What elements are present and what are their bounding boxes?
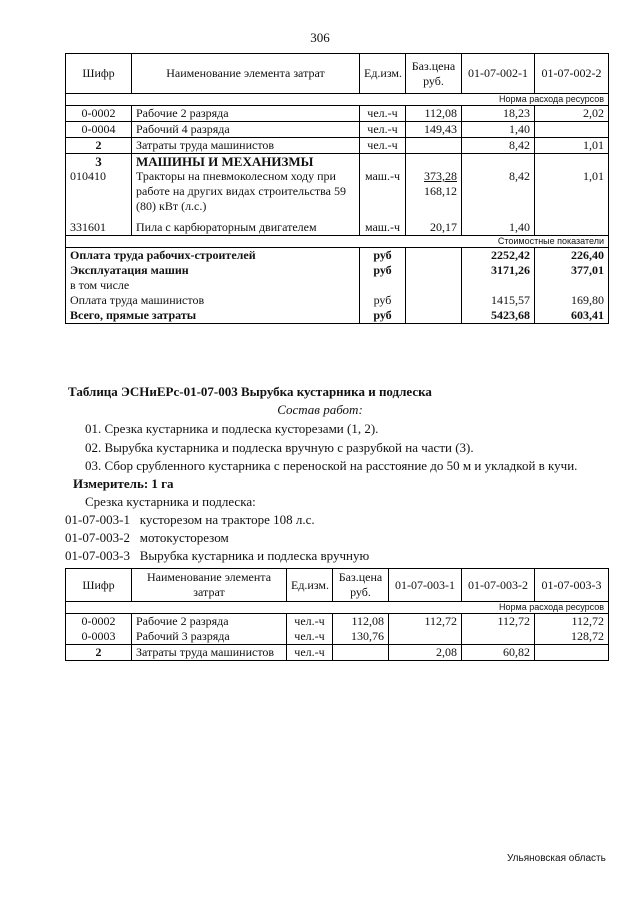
total-unit: руб	[360, 263, 406, 278]
section-row	[66, 236, 609, 248]
total-value-2: 603,41	[535, 308, 609, 324]
cell-value-2: 112,72	[462, 614, 535, 630]
header-name: Наименование элемента затрат	[132, 54, 360, 94]
cell-name: Рабочие 2 разряда	[132, 106, 360, 122]
cell-value-1: 112,72	[389, 614, 462, 630]
resource-table-01-07-003	[65, 568, 609, 661]
work-item: 02. Вырубка кустарника и подлеска вручную с разрубкой на части (3).	[85, 440, 474, 455]
cell-value-1: 8,42	[462, 138, 535, 154]
cell-value-3: 112,72	[535, 614, 609, 630]
table-row	[66, 138, 609, 154]
cell-price: 112,08	[333, 614, 389, 630]
variant-code: 01-07-003-1	[65, 512, 130, 527]
work-item: 03. Сбор срубленного кустарника с переноской на расстояние до 50 м и укладкой в кучи.	[85, 458, 578, 473]
cell-value-1: 18,23	[462, 106, 535, 122]
cell-price	[333, 645, 389, 661]
section-norm: Норма расхода ресурсов	[66, 602, 609, 614]
subtitle: Срезка кустарника и подлеска:	[85, 494, 256, 509]
total-value-1: 5423,68	[462, 308, 535, 324]
total-value-1: 1415,57	[462, 293, 535, 308]
cell-value-2	[535, 220, 609, 236]
table-row	[66, 154, 609, 170]
table-row	[66, 169, 609, 214]
header-col-1: 01-07-002-1	[462, 54, 535, 94]
cell-value-1: 8,42	[462, 169, 535, 214]
header-code: Шифр	[66, 54, 132, 94]
cell-value-2	[535, 122, 609, 138]
total-name: Эксплуатация машин	[66, 263, 360, 278]
total-unit	[360, 278, 406, 293]
cell-value-1: 1,40	[462, 122, 535, 138]
total-value-1	[462, 278, 535, 293]
cell-code: 2	[66, 645, 132, 661]
cell-name: Пила с карбюраторным двигателем	[132, 220, 360, 236]
cell-code: 0-0002	[66, 106, 132, 122]
total-value-1: 3171,26	[462, 263, 535, 278]
page-number: 306	[310, 30, 330, 45]
table-row	[66, 645, 609, 661]
section-cost: Стоимостные показатели	[66, 236, 609, 248]
table-row	[66, 106, 609, 122]
total-value-2	[535, 278, 609, 293]
table-row	[66, 263, 609, 278]
cell-price-secondary: 168,12	[424, 184, 457, 198]
cell-value-2: 2,02	[535, 106, 609, 122]
header-col-2: 01-07-002-2	[535, 54, 609, 94]
table-row	[66, 629, 609, 645]
resource-table-01-07-002	[65, 53, 609, 324]
header-col-1: 01-07-003-1	[389, 569, 462, 602]
cell-unit: чел.-ч	[287, 614, 333, 630]
cell-value-2: 60,82	[462, 645, 535, 661]
section-norm: Норма расхода ресурсов	[66, 94, 609, 106]
table-row	[66, 308, 609, 324]
cell-name: Рабочий 3 разряда	[132, 629, 287, 645]
cell-price: 130,76	[333, 629, 389, 645]
cell-price: 112,08	[406, 106, 462, 122]
header-unit: Ед.изм.	[360, 54, 406, 94]
section-title: МАШИНЫ И МЕХАНИЗМЫ	[132, 154, 360, 170]
cell-name: Тракторы на пневмоколесном ходу при работе на других видах строительства 59 (80) кВт (л.с.)	[132, 169, 360, 214]
table-row	[66, 293, 609, 308]
header-price: Баз.цена руб.	[406, 54, 462, 94]
header-col-3: 01-07-003-3	[535, 569, 609, 602]
cell-name: Рабочие 2 разряда	[132, 614, 287, 630]
header-name: Наименование элемента затрат	[132, 569, 287, 602]
table-title: Таблица ЭСНиЕРс-01-07-003 Вырубка кустарника и подлеска	[68, 384, 432, 399]
cell-unit: чел.-ч	[360, 122, 406, 138]
header-col-2: 01-07-003-2	[462, 569, 535, 602]
work-item: 01. Срезка кустарника и подлеска кусторезами (1, 2).	[85, 421, 379, 436]
cell-value-2: 1,01	[535, 138, 609, 154]
cell-price: 373,28	[424, 169, 457, 183]
cell-unit: чел.-ч	[287, 645, 333, 661]
cell-code: 331601	[66, 220, 132, 236]
cell-value-3: 128,72	[535, 629, 609, 645]
cell-unit: чел.-ч	[360, 138, 406, 154]
cell-price: 20,17	[406, 220, 462, 236]
footer-region: Ульяновская область	[507, 853, 606, 864]
cell-code: 0-0003	[66, 629, 132, 645]
cell-code: 0-0002	[66, 614, 132, 630]
table-row	[66, 220, 609, 236]
total-name: Оплата труда рабочих-строителей	[66, 248, 360, 264]
variant-item	[65, 530, 229, 546]
cell-unit: чел.-ч	[287, 629, 333, 645]
total-unit: руб	[360, 248, 406, 264]
total-name: в том числе	[66, 278, 360, 293]
cell-value-1: 1,40	[462, 220, 535, 236]
cell-value-3	[535, 645, 609, 661]
cell-code: 2	[66, 138, 132, 154]
table-header-row	[66, 54, 609, 94]
cell-name: Рабочий 4 разряда	[132, 122, 360, 138]
variant-code: 01-07-003-2	[65, 530, 130, 545]
cell-value-1: 2,08	[389, 645, 462, 661]
cell-code: 010410	[66, 169, 132, 214]
variant-code: 01-07-003-3	[65, 548, 130, 563]
cell-unit: маш.-ч	[360, 169, 406, 214]
section-row	[66, 94, 609, 106]
cell-unit: маш.-ч	[360, 220, 406, 236]
total-value-2: 377,01	[535, 263, 609, 278]
header-unit: Ед.изм.	[287, 569, 333, 602]
table-row	[66, 248, 609, 264]
cell-name: Затраты труда машинистов	[132, 138, 360, 154]
cell-value-2: 1,01	[535, 169, 609, 214]
total-value-1: 2252,42	[462, 248, 535, 264]
measure-unit: Измеритель: 1 га	[73, 476, 174, 491]
cell-unit: чел.-ч	[360, 106, 406, 122]
cell-value-2	[462, 629, 535, 645]
total-value-2: 169,80	[535, 293, 609, 308]
header-code: Шифр	[66, 569, 132, 602]
cell-price	[406, 138, 462, 154]
variant-text: кусторезом на тракторе 108 л.с.	[139, 512, 315, 527]
variant-item	[65, 548, 369, 564]
header-price: Баз.цена руб.	[333, 569, 389, 602]
variant-text: Вырубка кустарника и подлеска вручную	[139, 548, 370, 563]
total-name: Оплата труда машинистов	[66, 293, 360, 308]
table-row	[66, 278, 609, 293]
cell-code: 3	[66, 154, 132, 170]
composition-label: Состав работ:	[277, 402, 363, 417]
total-unit: руб	[360, 293, 406, 308]
cell-name: Затраты труда машинистов	[132, 645, 287, 661]
table-row	[66, 614, 609, 630]
cell-price: 149,43	[406, 122, 462, 138]
cell-value-1	[389, 629, 462, 645]
total-name: Всего, прямые затраты	[66, 308, 360, 324]
total-value-2: 226,40	[535, 248, 609, 264]
variant-text: мотокусторезом	[139, 530, 229, 545]
total-unit: руб	[360, 308, 406, 324]
cell-code: 0-0004	[66, 122, 132, 138]
table-row	[66, 122, 609, 138]
variant-item	[65, 512, 315, 528]
table-header-row	[66, 569, 609, 602]
section-row	[66, 602, 609, 614]
